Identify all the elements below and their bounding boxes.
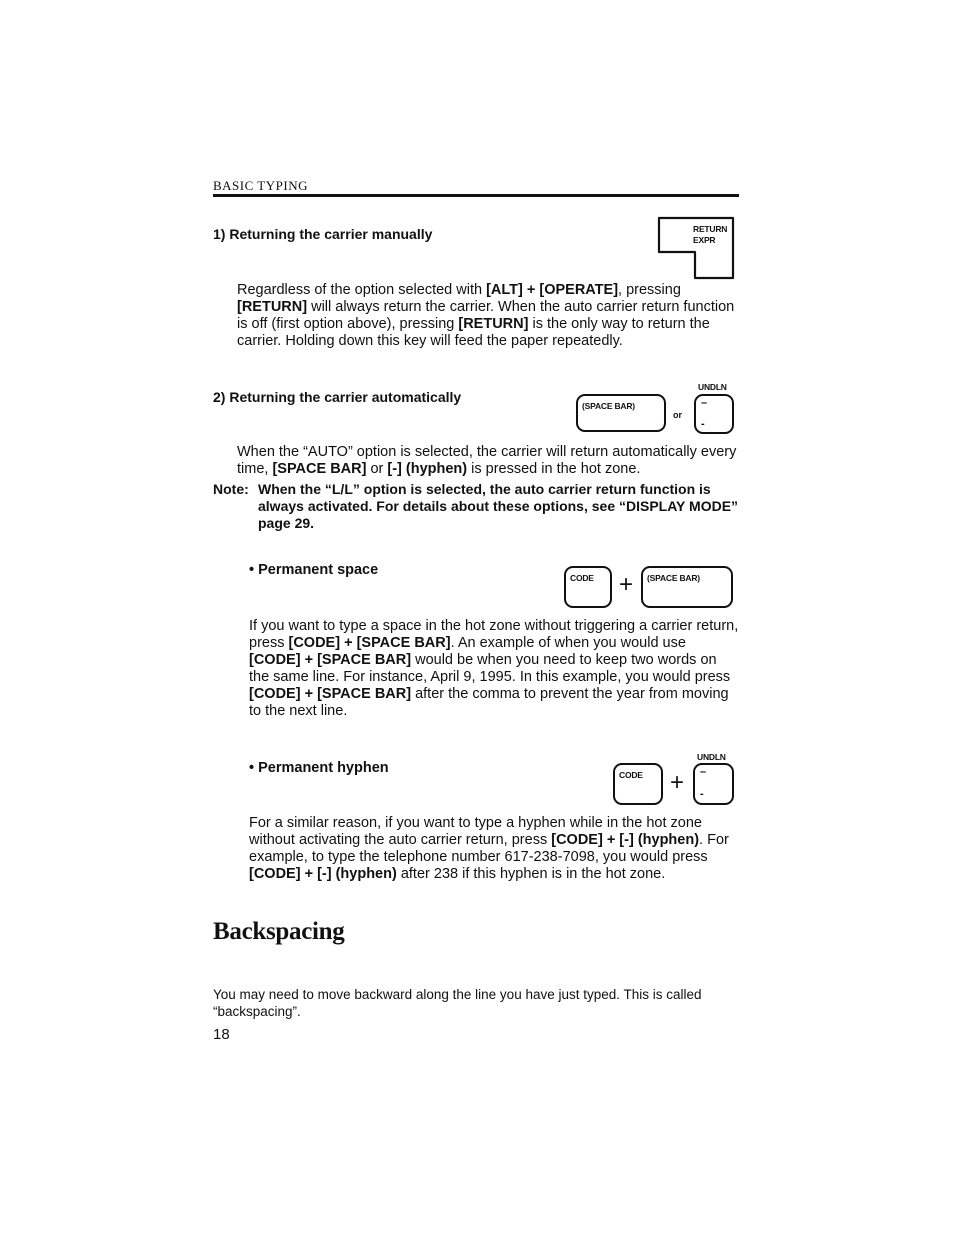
manual-return-paragraph: Regardless of the option selected with [ALT] + [OPERATE], pressing [RETURN] will always return the carrier. When the auto carrier return function is off (first option above), pressing [RETURN] is the only way to return the carrier. Holding down this key will feed the paper repeatedly.: [237, 282, 735, 349]
hyphen-key-top: –: [701, 397, 707, 409]
hyphen-key-bottom: -: [700, 788, 704, 800]
code-key-icon: [564, 566, 612, 608]
hyphen-key-icon: [694, 394, 734, 434]
undln-label: UNDLN: [697, 752, 726, 762]
note-label: Note:: [213, 481, 249, 497]
auto-return-paragraph: When the “AUTO” option is selected, the carrier will return automatically every time, [SPACE BAR] or [-] (hyphen) is pressed in the hot zone.: [237, 444, 737, 477]
note-text: When the “L/L” option is selected, the auto carrier return function is always activated. For details about these options, see “DISPLAY MODE” page 29.: [258, 481, 739, 531]
code-key-label: CODE: [570, 573, 594, 583]
space-bar-key-label: (SPACE BAR): [647, 573, 700, 583]
permanent-hyphen-paragraph: For a similar reason, if you want to type a hyphen while in the hot zone without activating the auto carrier return, press [CODE] + [-] (hyphen). For example, to type the telephone number 617-238-7098, you would press [CODE] + [-] (hyphen) after 238 if this hyphen is in the hot zone.: [249, 815, 729, 882]
header-rule: [213, 194, 739, 197]
hyphen-key-icon: [693, 763, 734, 805]
or-label: or: [673, 410, 682, 420]
return-key-icon: [657, 216, 735, 280]
running-head: BASIC TYPING: [213, 178, 308, 193]
space-bar-key-icon: [641, 566, 733, 608]
step-heading-manual-return: 1) Returning the carrier manually: [213, 226, 433, 242]
code-key-label: CODE: [619, 770, 643, 780]
step-heading-auto-return: 2) Returning the carrier automatically: [213, 389, 462, 405]
page-number: 18: [213, 1026, 230, 1043]
permanent-space-heading: • Permanent space: [249, 562, 379, 578]
permanent-hyphen-heading: • Permanent hyphen: [249, 760, 389, 776]
return-key-label: RETURN: [693, 224, 728, 234]
section-title-backspacing: Backspacing: [213, 918, 345, 945]
space-bar-key-label: (SPACE BAR): [582, 401, 635, 411]
hyphen-key-bottom: -: [701, 418, 705, 430]
undln-label: UNDLN: [698, 382, 727, 392]
plus-sign: +: [619, 571, 634, 598]
space-bar-key-icon: [576, 394, 666, 432]
hyphen-key-top: –: [700, 766, 706, 778]
code-key-icon: [613, 763, 663, 805]
backspacing-paragraph: You may need to move backward along the line you have just typed. This is called “backspacing”.: [213, 987, 702, 1019]
permanent-space-paragraph: If you want to type a space in the hot zone without triggering a carrier return, press [CODE] + [SPACE BAR]. An example of when you would use [CODE] + [SPACE BAR] would be when you need to keep two words on the same line. For instance, April 9, 1995. In this example, you would press [CODE] + [SPACE BAR] after the comma to prevent the year from moving to the next line.: [249, 618, 739, 719]
note-block: [213, 481, 739, 532]
plus-sign: +: [670, 769, 685, 796]
expr-key-label: EXPR: [693, 235, 716, 245]
